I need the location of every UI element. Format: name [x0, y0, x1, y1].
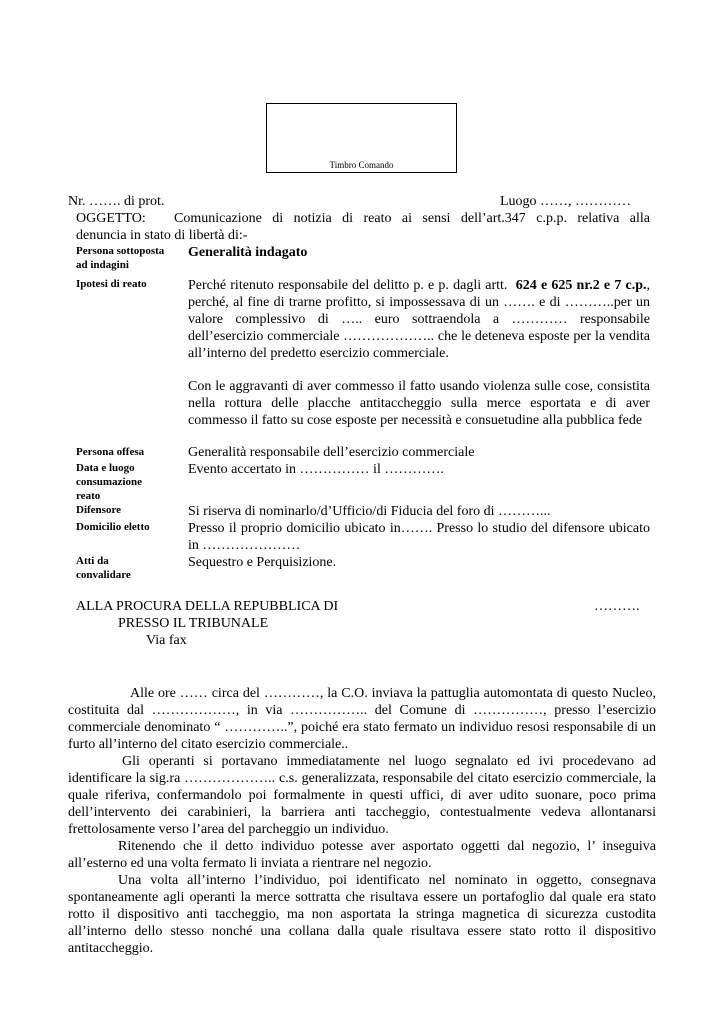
body-paragraph-2: Gli operanti si portavano immediatamente nel luogo segnalato ed ivi procedevano ad identificare la sig.ra ……………….. c.s. generalizzata, responsabile del citato esercizio commerciale, la quale riferiva, confermandolo poi formalmente in questi uffici, di aver udito suonare, poco prima dell’intervento dei carabinieri, la barriera anti taccheggio, contestualmente vedeva allontanarsi frettolosamente verso l’area del parcheggio un individuo. [68, 754, 656, 837]
address-line-2: PRESSO IL TRIBUNALE [118, 616, 269, 631]
suspect-label [76, 244, 164, 272]
domicile-value: Presso il proprio domicilio ubicato in……. Presso lo studio del difensore ubicato in ………………… [188, 521, 650, 553]
offence-text-c: , perché, al fine di trarne profitto, si impossessava di un ……. e di ………..per un valore complessivo di ….. euro sottraendola a ………… responsabile dell’esercizio commerciale ……………….. che le deteneva esposte per la vendita all’interno del predetto esercizio commerciale. [188, 278, 650, 361]
subject-line-2: denuncia in stato di libertà di:- [76, 228, 248, 243]
suspect-value: Generalità indagato [188, 245, 308, 260]
stamp-box [266, 103, 457, 173]
domicile-label: Domicilio eletto [76, 521, 150, 533]
suspect-label-line-2: ad indagini [76, 259, 129, 271]
offence-paragraph-2: Con le aggravanti di aver commesso il fatto usando violenza sulle cose, consistita nella rottura delle placche antitaccheggio sulla merce esportata e di aver commesso il fatto su cose esposte per necessità e consuetudine alla pubblica fede [188, 379, 650, 428]
date-place-value: Evento accertato in …………… il …………. [188, 462, 444, 477]
subject-label: OGGETTO: [76, 211, 146, 226]
offence-text-a: Perché ritenuto responsabile del delitto p. e p. dagli artt. [188, 278, 508, 293]
lawyer-value: Si riserva di nominarlo/d’Ufficio/di Fiducia del foro di ………... [188, 504, 551, 519]
offence-articles: 624 e 625 nr.2 e 7 c.p. [515, 278, 647, 293]
offence-paragraph-1 [188, 277, 650, 362]
body-paragraph-4: Una volta all’interno l’individuo, poi identificato nel nominato in oggetto, consegnava spontaneamente agli operanti la merce sottratta che risultava essere un portafoglio dal quale era stato rotto il dispositivo anti taccheggio, ma non asportata la stringa magnetica di sicurezza custodita all’interno dello stesso nonché una collana dalla quale risultava essere stato rotto il dispositivo antitaccheggio. [68, 873, 656, 956]
acts-label-line-2: convalidare [76, 569, 131, 581]
place-date: Luogo ……, ………… [500, 194, 632, 209]
address-line-1: ALLA PROCURA DELLA REPUBBLICA DI [76, 599, 339, 614]
acts-label-line-1: Atti da [76, 555, 109, 567]
offence-label: Ipotesi di reato [76, 278, 147, 290]
acts-value: Sequestro e Perquisizione. [188, 555, 337, 570]
protocol-number: Nr. ……. di prot. [68, 194, 165, 209]
date-place-label-line-2: consumazione [76, 476, 142, 488]
address-line-3: Via fax [146, 633, 187, 648]
address-dots: ………. [594, 599, 640, 614]
body-paragraph-3: Ritenendo che il detto individuo potesse aver asportato oggetti dal negozio, l’ inseguiva all’esterno ed una volta fermato li inviata a rientrare nel negozio. [68, 839, 656, 871]
victim-value: Generalità responsabile dell’esercizio commerciale [188, 445, 475, 460]
victim-label: Persona offesa [76, 446, 145, 458]
date-place-label-line-1: Data e luogo [76, 462, 135, 474]
date-place-label-line-3: reato [76, 490, 101, 502]
body-paragraph-1: Alle ore …… circa del …………, la C.O. inviava la pattuglia automontata di questo Nucleo, costituita dal ………………, in via …………….. del Comune di ……………, presso l’esercizio commerciale denominato “ …………..”, poiché era stato fermato un individuo resosi responsabile di un furto all’interno del citato esercizio commerciale.. [68, 686, 656, 752]
stamp-label: Timbro Comando [329, 160, 394, 170]
suspect-label-line-1: Persona sottoposta [76, 245, 165, 257]
lawyer-label: Difensore [76, 504, 122, 516]
date-place-label [76, 461, 142, 503]
subject-line-1: Comunicazione di notizia di reato ai sensi dell’art.347 c.p.p. relativa alla [174, 211, 650, 226]
acts-label [76, 554, 131, 582]
